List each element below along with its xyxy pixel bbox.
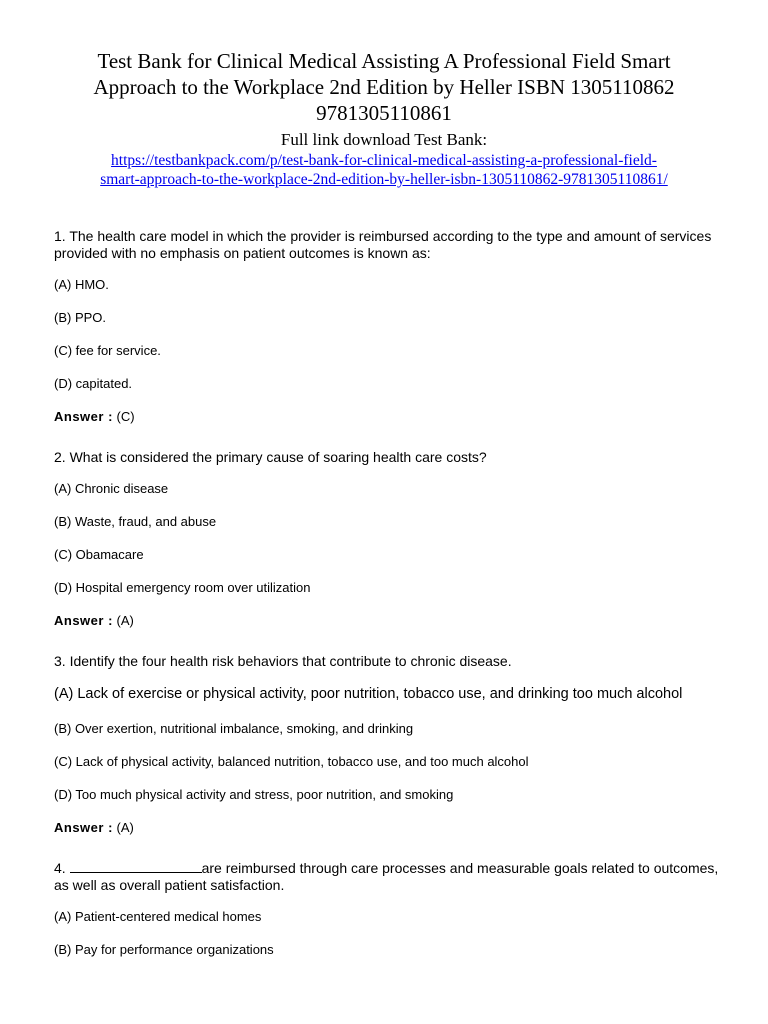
answer-label: Answer : [54,613,113,628]
answer-label: Answer : [54,820,113,835]
question-stem [54,860,724,894]
question-text: are reimbursed through care processes and measurable goals related to outcomes, as well as overall patient satisfaction. [54,860,719,893]
question-text: What is considered the primary cause of soaring health care costs? [69,449,487,465]
title-line-2: Approach to the Workplace 2nd Edition by Heller ISBN 1305110862 [93,75,675,99]
question-4 [54,860,724,958]
download-link-line-1: https://testbankpack.com/p/test-bank-for-clinical-medical-assisting-a-professional-field- [111,152,657,169]
question-number: 1. [54,228,66,244]
question-number: 3. [54,653,66,669]
option-d: (D) Hospital emergency room over utilization [54,580,311,595]
question-stem [54,653,724,670]
option-c: (C) fee for service. [54,343,161,358]
option-b: (B) Pay for performance organizations [54,942,274,957]
question-list [54,228,724,982]
title-line-1: Test Bank for Clinical Medical Assisting A Professional Field Smart [97,49,671,73]
option-b: (B) PPO. [54,310,107,325]
download-link[interactable] [40,151,728,189]
answer-value: (A) [116,613,134,628]
answer-value: (C) [116,409,135,424]
option-c: (C) Lack of physical activity, balanced nutrition, tobacco use, and too much alcohol [54,754,529,769]
option-b: (B) Over exertion, nutritional imbalance, smoking, and drinking [54,721,414,736]
option-b: (B) Waste, fraud, and abuse [54,514,217,529]
question-2 [54,449,724,629]
document-header [40,48,728,189]
download-link-line-2: smart-approach-to-the-workplace-2nd-edition-by-heller-isbn-1305110862-9781305110861/ [100,171,668,188]
question-3 [54,653,724,836]
question-1 [54,228,724,425]
answer-line [54,820,724,836]
document-title [40,48,728,126]
answer-line [54,409,724,425]
option-d: (D) capitated. [54,376,133,391]
option-d: (D) Too much physical activity and stress, poor nutrition, and smoking [54,787,454,802]
question-text: Identify the four health risk behaviors that contribute to chronic disease. [69,653,512,669]
question-number: 2. [54,449,66,465]
option-a: (A) Chronic disease [54,481,169,496]
answer-label: Answer : [54,409,113,424]
option-c: (C) Obamacare [54,547,144,562]
question-stem [54,228,724,262]
question-stem [54,449,724,466]
question-text: The health care model in which the provider is reimbursed according to the type and amount of services provided with no emphasis on patient outcomes is known as: [54,228,712,261]
question-number: 4. [54,860,66,876]
download-subtitle: Full link download Test Bank: [280,130,488,149]
option-a: (A) HMO. [54,277,109,292]
option-a: (A) Patient-centered medical homes [54,909,262,924]
answer-value: (A) [116,820,134,835]
option-a: (A) Lack of exercise or physical activity, poor nutrition, tobacco use, and drinking too much alcohol [54,686,683,702]
answer-line [54,613,724,629]
title-line-3: 9781305110861 [316,101,452,125]
fill-in-blank [70,860,202,873]
